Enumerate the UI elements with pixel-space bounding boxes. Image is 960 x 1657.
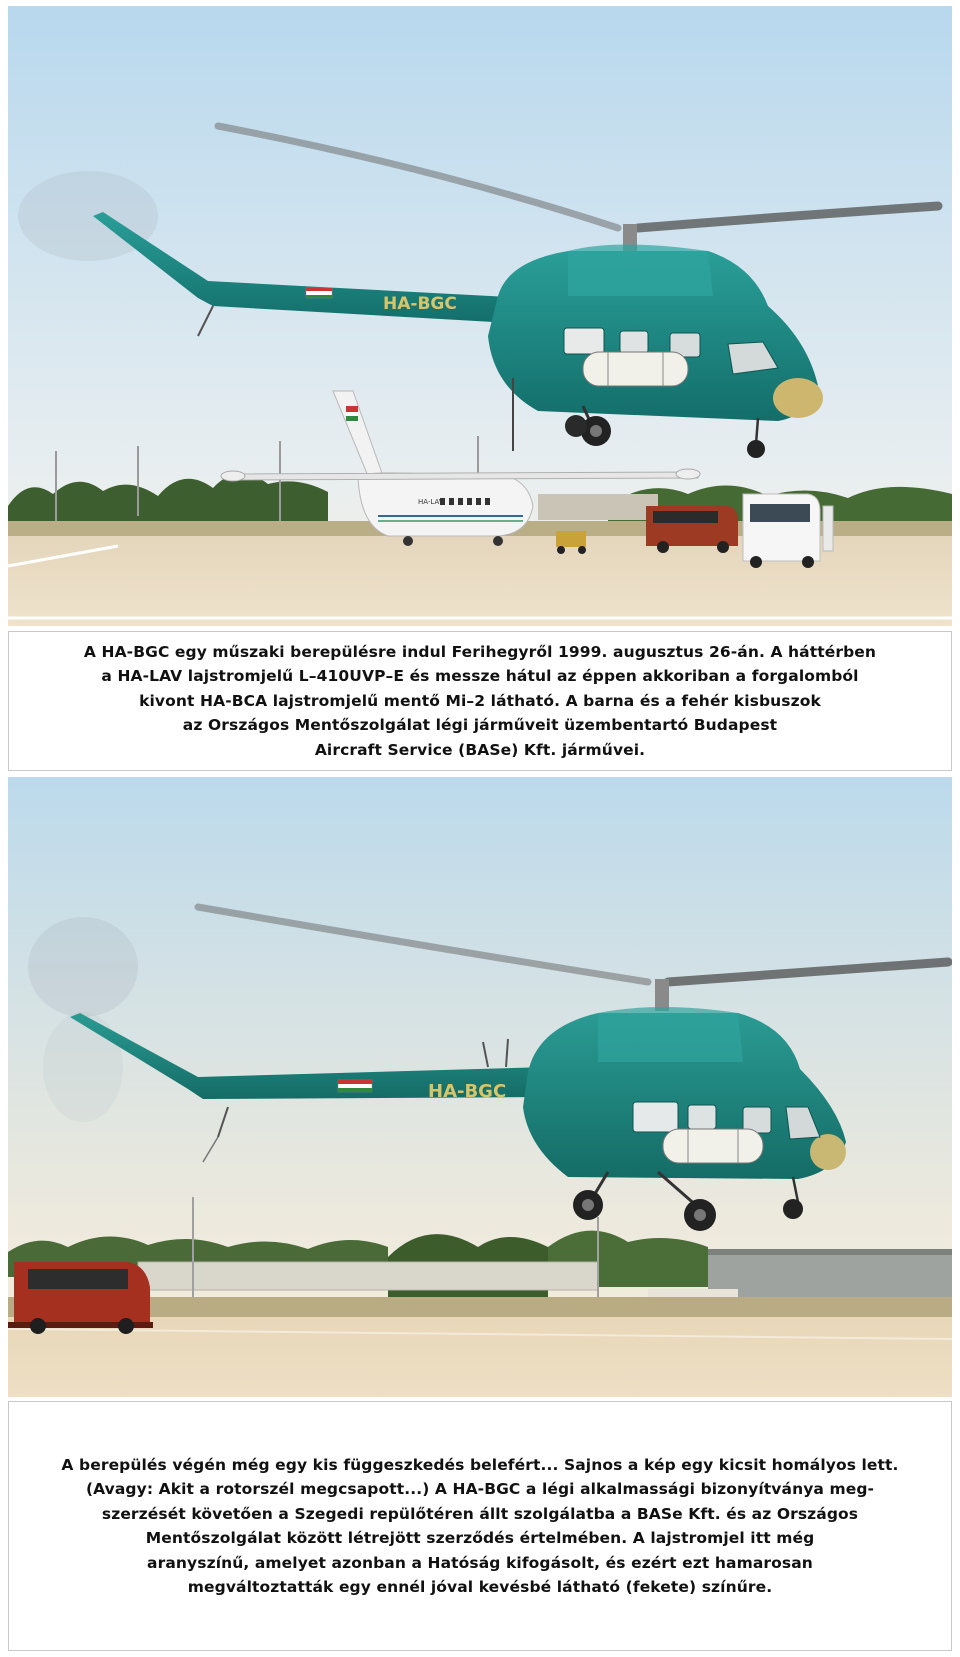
- caption-line: kivont HA-BCA lajstromjelű mentő Mi–2 látható. A barna és a fehér kisbuszok: [139, 691, 821, 710]
- caption-line: (Avagy: Akit a rotorszél megcsapott...) A HA-BGC a légi alkalmassági bizonyítványa meg-: [85, 1480, 875, 1498]
- helicopter-registration: HA-BGC: [428, 1081, 507, 1102]
- caption-line: Mentőszolgálat között létrejött szerződés értelmében. A lajstromjel itt még: [145, 1529, 815, 1547]
- caption-line: A HA-BGC egy műszaki berepülésre indul Ferihegyről 1999. augusztus 26-án. A háttérben: [83, 642, 877, 661]
- photo-2-caption: [8, 1401, 952, 1651]
- white-minibus: [743, 494, 833, 568]
- caption-line: aranyszínű, amelyet azonban a Hatóság kifogásolt, és ezért ezt hamarosan: [147, 1553, 813, 1572]
- helicopter-registration: HA-BGC: [383, 294, 457, 314]
- red-minibus: [8, 1262, 153, 1334]
- photo-1-caption: [8, 631, 952, 771]
- photo-2-drawing: [8, 777, 952, 1397]
- brown-minibus: [646, 506, 738, 553]
- caption-line: a HA-LAV lajstromjelű L–410UVP–E és messze hátul az éppen akkoriban a forgalomból: [101, 667, 859, 686]
- caption-line: az Országos Mentőszolgálat légi járműveit üzembentartó Budapest: [182, 716, 778, 735]
- photo-helicopter-hover: [8, 777, 952, 1397]
- background-aircraft-registration: HA-LAV: [418, 498, 444, 506]
- photo-1-drawing: [8, 6, 952, 626]
- caption-line: A berepülés végén még egy kis függeszkedés belefért... Sajnos a kép egy kicsit homályos lett.: [61, 1455, 899, 1474]
- photo-helicopter-takeoff: [8, 6, 952, 626]
- caption-line: megváltoztatták egy ennél jóval kevésbé látható (fekete) színűre.: [187, 1578, 773, 1596]
- caption-line: Aircraft Service (BASe) Kft. járművei.: [314, 740, 646, 759]
- caption-line: szerzését követően a Szegedi repülőtéren állt szolgálatba a BASe Kft. és az Országos: [101, 1504, 859, 1523]
